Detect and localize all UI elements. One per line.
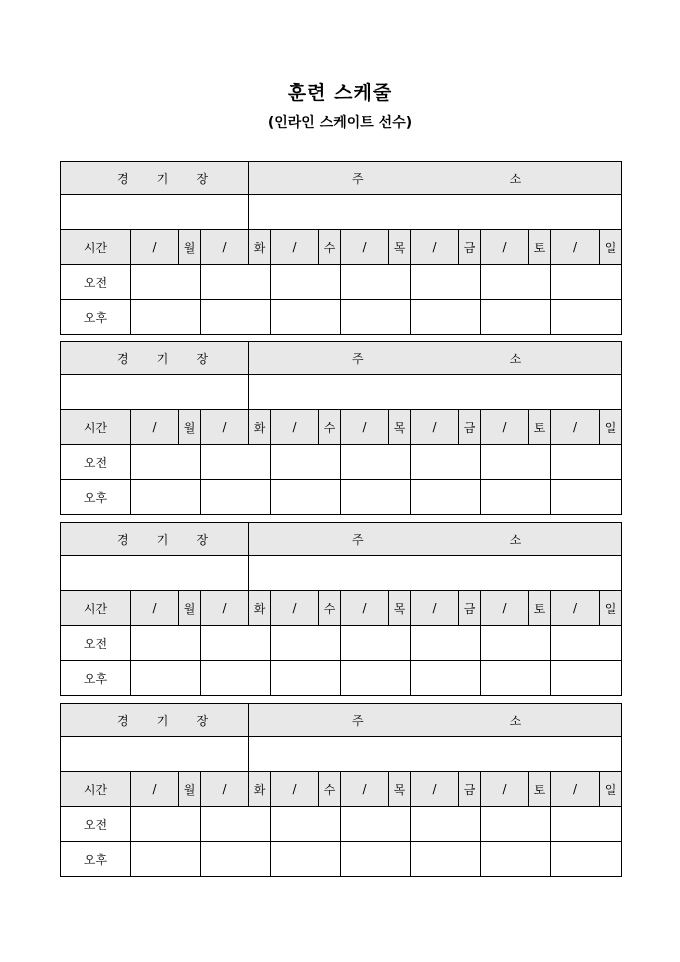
date-slash: / <box>481 410 529 445</box>
pm-label: 오후 <box>61 300 131 335</box>
day-wed: 수 <box>319 772 341 807</box>
date-slash: / <box>341 591 389 626</box>
day-sun: 일 <box>600 410 622 445</box>
date-slash: / <box>551 410 600 445</box>
am-cell-tue[interactable] <box>201 807 271 842</box>
day-mon: 월 <box>179 410 201 445</box>
day-fri: 금 <box>459 230 481 265</box>
pm-cell-sun[interactable] <box>551 480 622 515</box>
am-cell-fri[interactable] <box>411 807 481 842</box>
pm-cell-sun[interactable] <box>551 842 622 877</box>
pm-cell-mon[interactable] <box>131 661 201 696</box>
venue-field[interactable] <box>61 556 249 591</box>
venue-header <box>61 162 249 195</box>
address-header-char: 소 <box>509 351 522 366</box>
address-field[interactable] <box>249 737 622 772</box>
date-slash: / <box>411 230 459 265</box>
am-cell-sun[interactable] <box>551 265 622 300</box>
address-field[interactable] <box>249 195 622 230</box>
date-slash: / <box>131 410 179 445</box>
day-sat: 토 <box>529 410 551 445</box>
am-cell-sat[interactable] <box>481 445 551 480</box>
address-field[interactable] <box>249 556 622 591</box>
date-slash: / <box>271 772 319 807</box>
date-slash: / <box>341 772 389 807</box>
am-cell-fri[interactable] <box>411 445 481 480</box>
day-wed: 수 <box>319 230 341 265</box>
am-cell-mon[interactable] <box>131 626 201 661</box>
day-thu: 목 <box>389 772 411 807</box>
am-cell-mon[interactable] <box>131 807 201 842</box>
am-label: 오전 <box>61 265 131 300</box>
pm-cell-tue[interactable] <box>201 661 271 696</box>
day-thu: 목 <box>389 410 411 445</box>
day-thu: 목 <box>389 591 411 626</box>
venue-header-char: 기 <box>156 713 169 728</box>
pm-cell-wed[interactable] <box>271 661 341 696</box>
am-cell-sat[interactable] <box>481 626 551 661</box>
venue-header-char: 기 <box>156 532 169 547</box>
am-cell-fri[interactable] <box>411 626 481 661</box>
am-cell-wed[interactable] <box>271 265 341 300</box>
pm-cell-thu[interactable] <box>341 842 411 877</box>
venue-header-char: 장 <box>196 351 209 366</box>
am-label: 오전 <box>61 445 131 480</box>
day-mon: 월 <box>179 772 201 807</box>
pm-cell-mon[interactable] <box>131 842 201 877</box>
pm-label: 오후 <box>61 842 131 877</box>
day-sat: 토 <box>529 591 551 626</box>
date-slash: / <box>481 772 529 807</box>
date-slash: / <box>551 591 600 626</box>
date-slash: / <box>341 410 389 445</box>
pm-cell-fri[interactable] <box>411 300 481 335</box>
address-header-char: 소 <box>509 532 522 547</box>
schedule-block <box>60 341 622 515</box>
address-header <box>249 342 622 375</box>
date-slash: / <box>131 591 179 626</box>
address-header-char: 주 <box>352 532 364 547</box>
pm-cell-sat[interactable] <box>481 661 551 696</box>
pm-cell-wed[interactable] <box>271 300 341 335</box>
venue-header <box>61 704 249 737</box>
venue-header-char: 장 <box>196 532 209 547</box>
venue-field[interactable] <box>61 737 249 772</box>
date-slash: / <box>271 230 319 265</box>
pm-cell-tue[interactable] <box>201 300 271 335</box>
day-fri: 금 <box>459 591 481 626</box>
am-cell-tue[interactable] <box>201 265 271 300</box>
address-header <box>249 704 622 737</box>
am-cell-sun[interactable] <box>551 626 622 661</box>
am-label: 오전 <box>61 807 131 842</box>
day-thu: 목 <box>389 230 411 265</box>
date-slash: / <box>201 230 249 265</box>
pm-label: 오후 <box>61 661 131 696</box>
am-cell-wed[interactable] <box>271 807 341 842</box>
venue-header-char: 장 <box>196 713 209 728</box>
day-sun: 일 <box>600 772 622 807</box>
date-slash: / <box>131 772 179 807</box>
date-slash: / <box>551 230 600 265</box>
day-tue: 화 <box>249 772 271 807</box>
pm-cell-sat[interactable] <box>481 842 551 877</box>
day-sat: 토 <box>529 772 551 807</box>
pm-cell-mon[interactable] <box>131 300 201 335</box>
venue-header-char: 경 <box>117 171 129 186</box>
venue-header-char: 장 <box>196 171 209 186</box>
venue-header-char: 기 <box>156 171 169 186</box>
day-sat: 토 <box>529 230 551 265</box>
time-label: 시간 <box>61 772 131 807</box>
schedule-block <box>60 703 622 877</box>
pm-cell-wed[interactable] <box>271 842 341 877</box>
pm-cell-sat[interactable] <box>481 480 551 515</box>
day-sun: 일 <box>600 230 622 265</box>
venue-header-char: 기 <box>156 351 169 366</box>
am-cell-thu[interactable] <box>341 265 411 300</box>
date-slash: / <box>201 772 249 807</box>
pm-cell-fri[interactable] <box>411 480 481 515</box>
pm-cell-mon[interactable] <box>131 480 201 515</box>
pm-cell-wed[interactable] <box>271 480 341 515</box>
am-cell-wed[interactable] <box>271 626 341 661</box>
schedule-block <box>60 522 622 696</box>
day-tue: 화 <box>249 230 271 265</box>
am-cell-mon[interactable] <box>131 265 201 300</box>
venue-header <box>61 342 249 375</box>
pm-cell-thu[interactable] <box>341 480 411 515</box>
am-cell-thu[interactable] <box>341 626 411 661</box>
address-header-char: 주 <box>352 351 364 366</box>
date-slash: / <box>271 591 319 626</box>
venue-field[interactable] <box>61 195 249 230</box>
day-sun: 일 <box>600 591 622 626</box>
pm-cell-fri[interactable] <box>411 661 481 696</box>
day-tue: 화 <box>249 591 271 626</box>
date-slash: / <box>551 772 600 807</box>
venue-header-char: 경 <box>117 351 129 366</box>
am-cell-sun[interactable] <box>551 807 622 842</box>
date-slash: / <box>201 591 249 626</box>
am-cell-sun[interactable] <box>551 445 622 480</box>
pm-cell-sat[interactable] <box>481 300 551 335</box>
address-header-char: 주 <box>352 171 364 186</box>
am-cell-mon[interactable] <box>131 445 201 480</box>
day-wed: 수 <box>319 591 341 626</box>
date-slash: / <box>481 591 529 626</box>
page-title: 훈련 스케줄 <box>287 82 393 104</box>
day-fri: 금 <box>459 772 481 807</box>
schedule-block <box>60 161 622 335</box>
date-slash: / <box>481 230 529 265</box>
am-cell-sat[interactable] <box>481 807 551 842</box>
pm-cell-thu[interactable] <box>341 300 411 335</box>
time-label: 시간 <box>61 230 131 265</box>
date-slash: / <box>131 230 179 265</box>
pm-cell-fri[interactable] <box>411 842 481 877</box>
page-subtitle: (인라인 스케이트 선수) <box>267 115 413 131</box>
venue-header-char: 경 <box>117 713 129 728</box>
venue-header-char: 경 <box>117 532 129 547</box>
am-cell-thu[interactable] <box>341 445 411 480</box>
am-cell-wed[interactable] <box>271 445 341 480</box>
am-label: 오전 <box>61 626 131 661</box>
day-tue: 화 <box>249 410 271 445</box>
pm-cell-tue[interactable] <box>201 842 271 877</box>
date-slash: / <box>411 410 459 445</box>
date-slash: / <box>411 591 459 626</box>
address-header <box>249 162 622 195</box>
time-label: 시간 <box>61 410 131 445</box>
pm-cell-tue[interactable] <box>201 480 271 515</box>
address-header <box>249 523 622 556</box>
am-cell-fri[interactable] <box>411 265 481 300</box>
pm-cell-sun[interactable] <box>551 300 622 335</box>
day-mon: 월 <box>179 591 201 626</box>
date-slash: / <box>271 410 319 445</box>
pm-label: 오후 <box>61 480 131 515</box>
am-cell-tue[interactable] <box>201 626 271 661</box>
address-header-char: 소 <box>509 713 522 728</box>
pm-cell-sun[interactable] <box>551 661 622 696</box>
am-cell-sat[interactable] <box>481 265 551 300</box>
day-mon: 월 <box>179 230 201 265</box>
address-header-char: 소 <box>509 171 522 186</box>
venue-header <box>61 523 249 556</box>
day-wed: 수 <box>319 410 341 445</box>
address-header-char: 주 <box>352 713 364 728</box>
am-cell-tue[interactable] <box>201 445 271 480</box>
date-slash: / <box>201 410 249 445</box>
date-slash: / <box>341 230 389 265</box>
time-label: 시간 <box>61 591 131 626</box>
venue-field[interactable] <box>61 375 249 410</box>
pm-cell-thu[interactable] <box>341 661 411 696</box>
date-slash: / <box>411 772 459 807</box>
day-fri: 금 <box>459 410 481 445</box>
am-cell-thu[interactable] <box>341 807 411 842</box>
address-field[interactable] <box>249 375 622 410</box>
